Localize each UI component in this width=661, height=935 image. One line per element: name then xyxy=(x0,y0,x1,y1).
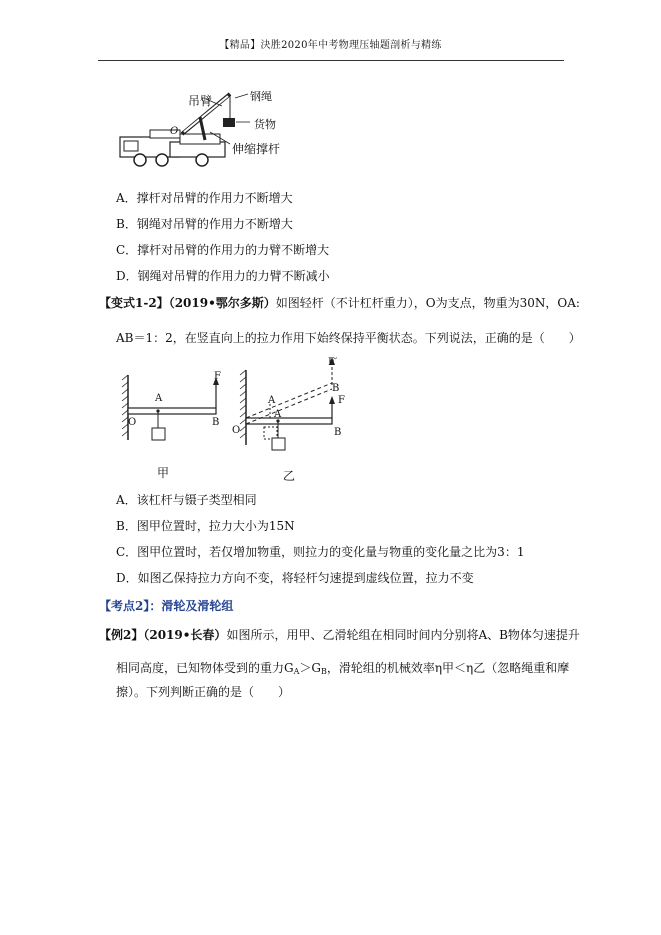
label-rope: 钢绳 xyxy=(250,90,272,103)
right-caption: 乙 xyxy=(283,469,296,483)
q3-tag: 【例2】 xyxy=(99,628,144,642)
q2-option-b: B．图甲位置时，拉力大小为15N xyxy=(116,519,295,533)
left-label-a: A xyxy=(155,393,163,404)
left-label-f: F xyxy=(214,371,221,382)
q3-text-2-post: ，滑轮组的机械效率η甲＜η乙（忽略绳重和摩 xyxy=(326,661,570,675)
q3-stem-line1 xyxy=(99,627,580,643)
q3-sub-a: A xyxy=(293,667,300,676)
right-label-a: A xyxy=(274,409,282,420)
label-o: O xyxy=(170,126,179,137)
page-header: 【精品】決胜2020年中考物理压轴题剖析与精练 xyxy=(219,40,442,51)
label-cargo: 货物 xyxy=(254,118,276,131)
q1-option-a: A．撑杆对吊臂的作用力不断增大 xyxy=(116,191,293,205)
left-caption: 甲 xyxy=(157,466,170,480)
q2-option-a: A．该杠杆与镊子类型相同 xyxy=(116,493,257,507)
q3-gt: ＞G xyxy=(299,661,321,675)
right-label-b: B xyxy=(334,427,342,438)
right-label-o: O xyxy=(232,425,241,436)
right-label-f: F xyxy=(338,395,345,406)
crane-figure xyxy=(110,82,310,172)
q3-text-1: 如图所示，用甲、乙滑轮组在相同时间内分别将A、B物体匀速提升 xyxy=(226,628,580,642)
right-label-f2: F′ xyxy=(328,357,338,368)
q3-stem-line2 xyxy=(116,660,569,680)
left-label-o: O xyxy=(128,417,137,428)
q3-source: （2019•长春） xyxy=(143,628,227,642)
lever-figure xyxy=(118,355,358,485)
q1-option-c: C．撑杆对吊臂的作用力的力臂不断增大 xyxy=(116,243,330,257)
label-rod: 伸缩撑杆 xyxy=(232,142,281,156)
q2-option-c: C．图甲位置时，若仅增加物重，则拉力的变化量与物重的变化量之比为3：1 xyxy=(116,545,525,559)
q2-stem-line1 xyxy=(99,295,580,311)
right-label-a2: A xyxy=(268,395,276,406)
q2-stem-line2: AB＝1：2，在竖直向上的拉力作用下始终保持平衡状态。下列说法，正确的是（ ） xyxy=(116,331,581,345)
q3-sub-b: B xyxy=(320,667,327,676)
q3-text-2-pre: 相同高度，已知物体受到的重力G xyxy=(116,661,294,675)
q1-option-b: B．钢绳对吊臂的作用力不断增大 xyxy=(116,217,293,231)
section-tag: 【考点2】 xyxy=(99,599,150,613)
section-heading xyxy=(99,598,233,614)
q2-tag: 【变式1-2】 xyxy=(99,296,169,310)
left-label-b: B xyxy=(212,417,220,428)
q2-source: （2019•鄂尔多斯） xyxy=(168,296,276,310)
section-title: ：滑轮及滑轮组 xyxy=(149,599,234,613)
q3-stem-line3: 擦）。下列判断正确的是（ ） xyxy=(116,685,291,699)
q2-option-d: D．如图乙保持拉力方向不变，将轻杆匀速提到虚线位置，拉力不变 xyxy=(116,571,474,585)
q1-option-d: D．钢绳对吊臂的作用力的力臂不断减小 xyxy=(116,269,330,283)
header-rule xyxy=(98,60,564,61)
label-arm: 吊臂 xyxy=(188,94,213,108)
q2-text-1: 如图轻杆（不计杠杆重力），O为支点，物重为30N，OA: xyxy=(275,296,580,310)
right-label-b2: B xyxy=(332,383,340,394)
